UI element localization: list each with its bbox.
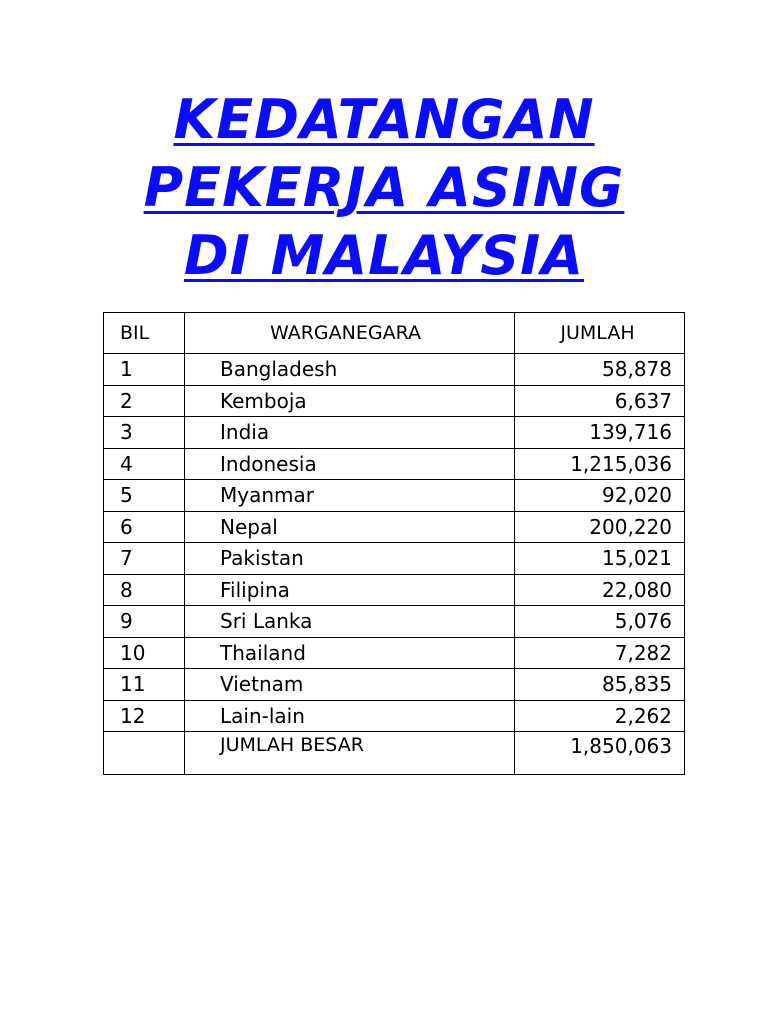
table-row (104, 354, 685, 386)
row-country: Lain-lain (185, 700, 515, 732)
title-line-2: PEKERJA ASING (143, 156, 625, 219)
row-value: 7,282 (515, 637, 685, 669)
row-bil: 2 (104, 385, 185, 417)
row-value: 6,637 (515, 385, 685, 417)
row-value: 1,215,036 (515, 448, 685, 480)
total-row (104, 732, 685, 775)
total-value: 1,850,063 (515, 732, 685, 775)
title-line-1: KEDATANGAN (173, 88, 595, 151)
row-value: 58,878 (515, 354, 685, 386)
row-value: 2,262 (515, 700, 685, 732)
table-row (104, 385, 685, 417)
worker-table-container (103, 312, 685, 775)
worker-arrivals-table (103, 312, 685, 775)
row-country: Filipina (185, 574, 515, 606)
row-value: 200,220 (515, 511, 685, 543)
row-bil: 11 (104, 669, 185, 701)
row-value: 139,716 (515, 417, 685, 449)
table-row (104, 480, 685, 512)
row-value: 5,076 (515, 606, 685, 638)
row-country: Thailand (185, 637, 515, 669)
header-warganegara: WARGANEGARA (185, 313, 515, 354)
row-value: 15,021 (515, 543, 685, 575)
row-country: Myanmar (185, 480, 515, 512)
row-bil: 5 (104, 480, 185, 512)
table-row (104, 669, 685, 701)
row-country: Vietnam (185, 669, 515, 701)
row-bil: 8 (104, 574, 185, 606)
header-bil: BIL (104, 313, 185, 354)
table-row (104, 606, 685, 638)
table-row (104, 543, 685, 575)
table-row (104, 511, 685, 543)
row-bil: 4 (104, 448, 185, 480)
table-row (104, 417, 685, 449)
row-country: Bangladesh (185, 354, 515, 386)
table-row (104, 448, 685, 480)
row-country: Sri Lanka (185, 606, 515, 638)
row-bil: 6 (104, 511, 185, 543)
row-bil: 1 (104, 354, 185, 386)
total-bil-cell (104, 732, 185, 775)
header-jumlah: JUMLAH (515, 313, 685, 354)
row-bil: 9 (104, 606, 185, 638)
row-value: 92,020 (515, 480, 685, 512)
title-line-3: DI MALAYSIA (183, 224, 585, 287)
table-header-row (104, 313, 685, 354)
row-country: Nepal (185, 511, 515, 543)
table-row (104, 637, 685, 669)
total-label: JUMLAH BESAR (185, 732, 515, 775)
page-title (0, 86, 768, 290)
row-country: Pakistan (185, 543, 515, 575)
row-country: India (185, 417, 515, 449)
row-bil: 10 (104, 637, 185, 669)
row-bil: 12 (104, 700, 185, 732)
row-bil: 7 (104, 543, 185, 575)
row-value: 22,080 (515, 574, 685, 606)
row-country: Indonesia (185, 448, 515, 480)
table-row (104, 574, 685, 606)
table-row (104, 700, 685, 732)
row-country: Kemboja (185, 385, 515, 417)
row-bil: 3 (104, 417, 185, 449)
row-value: 85,835 (515, 669, 685, 701)
